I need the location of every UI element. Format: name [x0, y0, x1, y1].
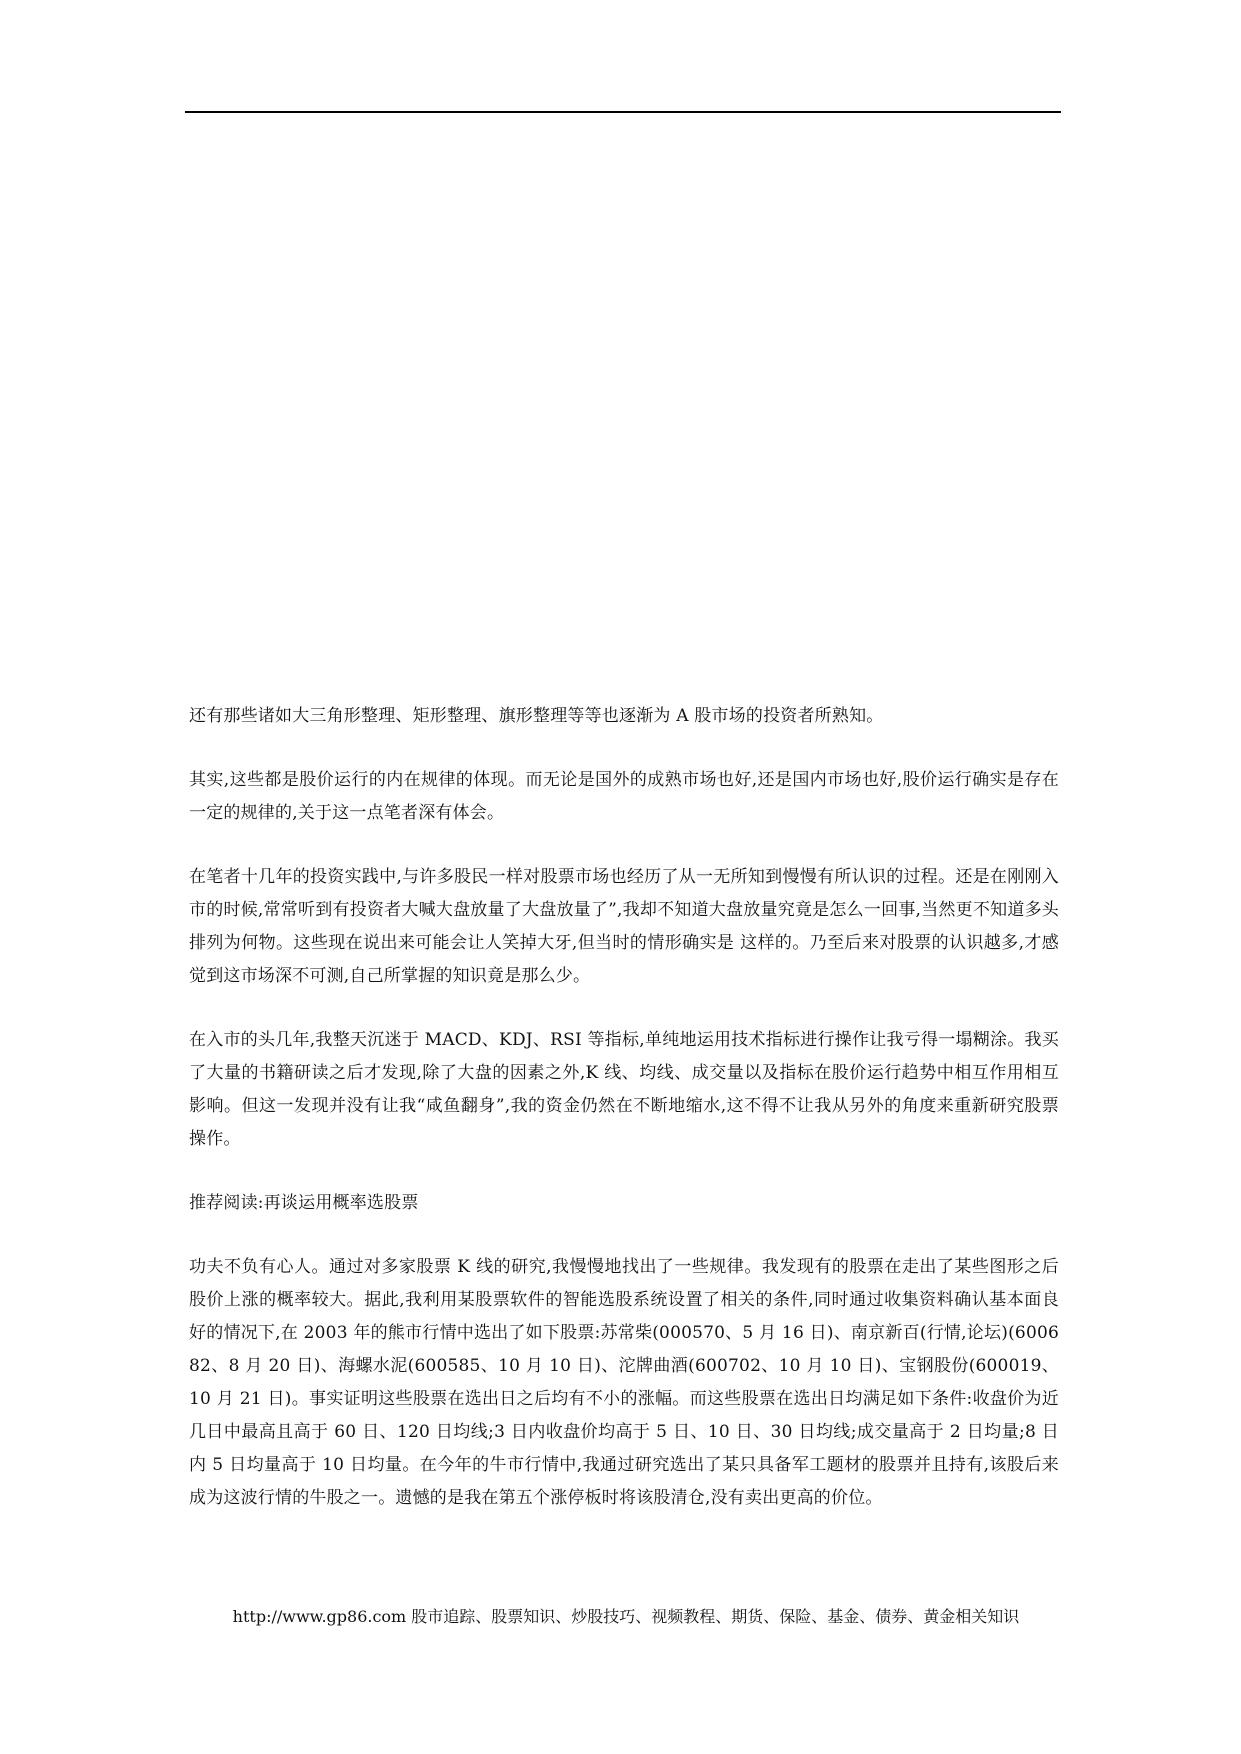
paragraph-6: 功夫不负有心人。通过对多家股票 K 线的研究,我慢慢地找出了一些规律。我发现有的股票在走出了某些图形之后股价上涨的概率较大。据此,我利用某股票软件的智能选股系统设置了相关的条件,同时通过收集资料确认基本面良好的情况下,在 2003 年的熊市行情中选出了如下股票:苏常柴(000570、5 月 16 日)、南京新百(行情,论坛)(600682、8 月 20 日)、海螺水泥(600585、10 月 10 日)、沱牌曲酒(600702、10 月 10 日)、宝钢股份(600019、10 月 21 日)。事实证明这些股票在选出日之后均有不小的涨幅。而这些股票在选出日均满足如下条件:收盘价为近几日中最高且高于 60 日、120 日均线;3 日内收盘价均高于 5 日、10 日、30 日均线;成交量高于 2 日均量;8 日内 5 日均量高于 10 日均量。在今年的牛市行情中,我通过研究选出了某只具备军工题材的股票并且持有,该股后来成为这波行情的牛股之一。遗憾的是我在第五个涨停板时将该股清仓,没有卖出更高的价位。 [189, 1257, 1059, 1508]
paragraph-4: 在入市的头几年,我整天沉迷于 MACD、KDJ、RSI 等指标,单纯地运用技术指标进行操作让我亏得一塌糊涂。我买了大量的书籍研读之后才发现,除了大盘的因素之外,K 线、均线、成交量以及指标在股价运行趋势中相互作用相互影响。但这一发现并没有让我“咸鱼翻身”,我的资金仍然在不断地缩水,这不得不让我从另外的角度来重新研究股票操作。 [189, 1030, 1059, 1149]
paragraph-2: 其实,这些都是股价运行的内在规律的体现。而无论是国外的成熟市场也好,还是国内市场也好,股价运行确实是存在一定的规律的,关于这一点笔者深有体会。 [189, 770, 1059, 823]
article-body [189, 700, 1059, 1515]
page-footer: http://www.gp86.com 股市追踪、股票知识、炒股技巧、视频教程、期货、保险、基金、债券、黄金相关知识 [232, 1607, 1020, 1626]
paragraph-1: 还有那些诸如大三角形整理、矩形整理、旗形整理等等也逐渐为 A 股市场的投资者所熟知。 [189, 706, 884, 726]
paragraph-3: 在笔者十几年的投资实践中,与许多股民一样对股票市场也经历了从一无所知到慢慢有所认识的过程。还是在刚刚入市的时候,常常听到有投资者大喊大盘放量了大盘放量了”,我却不知道大盘放量究竟是怎么一回事,当然更不知道多头排列为何物。这些现在说出来可能会让人笑掉大牙,但当时的情形确实是 这样的。乃至后来对股票的认识越多,才感觉到这市场深不可测,自己所掌握的知识竟是那么少。 [189, 867, 1059, 986]
header-rule [185, 111, 1061, 113]
recommended-reading: 推荐阅读:再谈运用概率选股票 [189, 1193, 419, 1213]
